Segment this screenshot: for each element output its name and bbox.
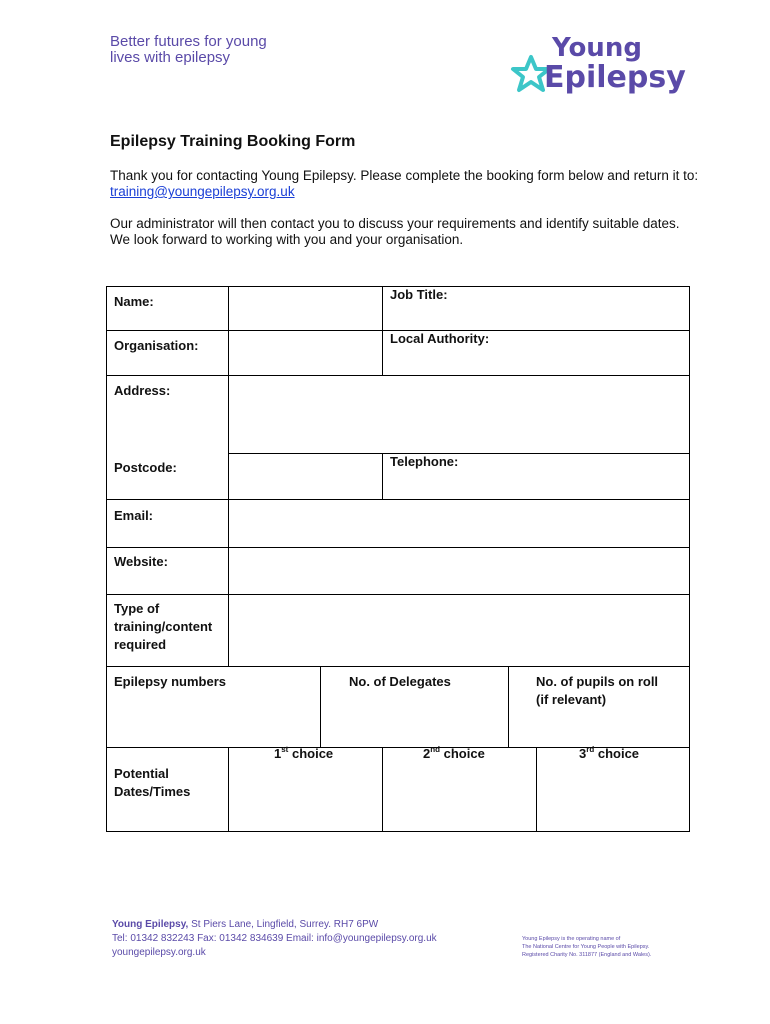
address-field[interactable]: [229, 376, 689, 453]
postcode-label: Postcode:: [114, 460, 177, 475]
potential-dates-line-1: Potential: [114, 766, 169, 781]
training-type-line-1: Type of: [114, 601, 160, 616]
footer-address: St Piers Lane, Lingfield, Surrey. RH7 6PW: [188, 919, 379, 930]
local-authority-label: Local Authority:: [390, 331, 490, 346]
email-label: Email:: [114, 508, 154, 523]
tagline-line-1: Better futures for young: [110, 33, 267, 50]
epilepsy-numbers-label: Epilepsy numbers: [114, 674, 226, 689]
telephone-field[interactable]: [383, 472, 689, 499]
logo-line-2: Epilepsy: [544, 60, 686, 95]
training-type-line-3: required: [114, 637, 167, 652]
training-type-field[interactable]: [229, 595, 689, 666]
address-label: Address:: [114, 383, 171, 398]
potential-dates-label: [114, 765, 190, 801]
first-choice-label: 1st choice: [274, 745, 334, 761]
delegates-field[interactable]: [321, 691, 508, 747]
organisation-label: Organisation:: [114, 338, 199, 353]
website-label: Website:: [114, 554, 168, 569]
website-field[interactable]: [229, 548, 689, 594]
intro-paragraph-1-text: Thank you for contacting Young Epilepsy. Please complete the booking form below and return it to:: [110, 168, 699, 183]
footer-org-name: Young Epilepsy,: [112, 919, 189, 930]
second-choice-field[interactable]: [383, 766, 536, 831]
training-type-label: [114, 600, 212, 654]
name-label: Name:: [114, 294, 154, 309]
footer-address-line: [112, 918, 437, 932]
tagline: [110, 34, 267, 66]
logo-wordmark: [544, 34, 686, 94]
third-choice-label: 3rd choice: [579, 745, 640, 761]
second-choice-label: 2nd choice: [423, 745, 485, 761]
epilepsy-numbers-field[interactable]: [107, 691, 320, 747]
footer-legal-line-1: Young Epilepsy is the operating name of: [522, 936, 621, 942]
young-epilepsy-logo: [510, 34, 710, 104]
potential-dates-line-2: Dates/Times: [114, 784, 191, 799]
organisation-field[interactable]: [229, 331, 382, 375]
third-choice-field[interactable]: [537, 766, 689, 831]
page-title: Epilepsy Training Booking Form: [110, 133, 356, 150]
pupils-on-roll-label: [536, 673, 658, 709]
postcode-field[interactable]: [229, 454, 382, 499]
pupils-on-roll-line-2: (if relevant): [536, 692, 607, 707]
intro-paragraph-1: [110, 168, 700, 200]
local-authority-field[interactable]: [383, 348, 689, 375]
job-title-field[interactable]: [383, 304, 689, 330]
logo-line-1: Young: [552, 33, 642, 63]
intro-text: [110, 168, 700, 264]
email-field[interactable]: [229, 500, 689, 547]
training-email-link[interactable]: training@youngepilepsy.org.uk: [110, 184, 295, 199]
pupils-on-roll-line-1: No. of pupils on roll: [536, 674, 659, 689]
intro-paragraph-2: Our administrator will then contact you to discuss your requirements and identify suitable dates. We look forward to working with you and your organisation.: [110, 216, 680, 247]
telephone-label: Telephone:: [390, 454, 459, 469]
tagline-line-2: lives with epilepsy: [110, 49, 231, 66]
delegates-label: No. of Delegates: [349, 674, 451, 689]
training-type-line-2: training/content: [114, 619, 213, 634]
footer-legal-line-3: Registered Charity No. 311877 (England and Wales).: [522, 952, 652, 958]
first-choice-field[interactable]: [229, 766, 382, 831]
footer-legal: [522, 935, 651, 959]
footer-legal-line-2: The National Centre for Young People with Epilepsy.: [522, 944, 650, 950]
footer-contact: [112, 918, 437, 960]
booking-form-table: [106, 286, 690, 832]
footer-website: youngepilepsy.org.uk: [112, 947, 206, 958]
footer-contact-line: Tel: 01342 832243 Fax: 01342 834639 Email: info@youngepilepsy.org.uk: [112, 933, 437, 944]
name-field[interactable]: [229, 287, 382, 330]
job-title-label: Job Title:: [390, 287, 448, 302]
pupils-on-roll-field[interactable]: [509, 709, 689, 747]
